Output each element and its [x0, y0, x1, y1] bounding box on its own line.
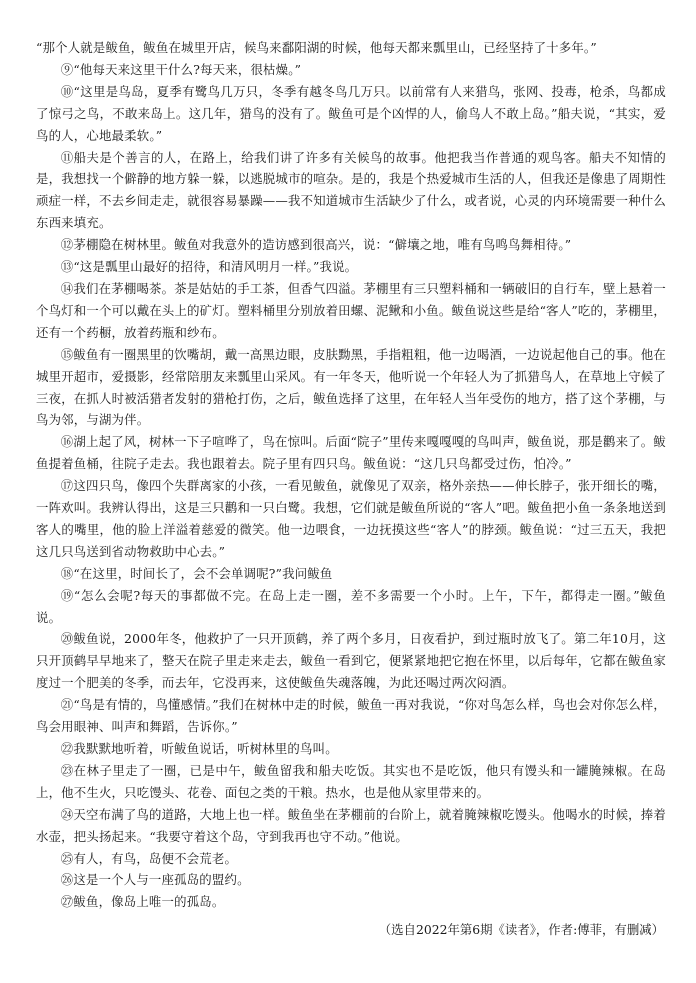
paragraph-22: ㉒我默默地听着，听鲅鱼说话，听树林里的鸟叫。	[60, 741, 338, 756]
paragraph-8-tail: “那个人就是鲅鱼，鲅鱼在城里开店，候鸟来鄱阳湖的时候，他每天都来瓢里山，已经坚持了十多年。”	[36, 40, 597, 55]
paragraph-18: ⑱“在这里，时间长了，会不会单调呢?”我问鲅鱼	[60, 565, 333, 581]
paragraph-17: ⑰这四只鸟，像四个失群离家的小孩，一看见鲅鱼，就像见了双亲，格外亲热——伸长脖子，张开细长的嘴，一阵欢叫。我辨认得出，这是三只鹳和一只白鹭。我想，它们就是鲅鱼所说的“客人”吧。鲅鱼把小鱼一条条地送到客人的嘴里，他的脸上洋溢着慈爱的微笑。他一边喂食，一边抚摸这些“客人”的脖颈。鲅鱼说：“过三五天，我把这几只鸟送到省动物救助中心去。”	[36, 478, 667, 559]
paragraph-23: ㉓在林子里走了一圈，已是中午，鲅鱼留我和船夫吃饭。其实也不是吃饭，他只有馒头和一罐腌辣椒。在岛上，他不生火，只吃馒头、花卷、面包之类的干粮。热水，也是他从家里带来的。	[36, 762, 666, 800]
paragraph-26: ㉖这是一个人与一座孤岛的盟约。	[60, 872, 250, 888]
paragraph-11: ⑪船夫是个善言的人，在路上，给我们讲了许多有关候鸟的故事。他把我当作普通的观鸟客。船夫不知情的是，我想找一个僻静的地方躲一躲，以逃脱城市的喧杂。是的，我是个热爱城市生活的人，但我还是像患了周期性顽症一样，不去乡间走走，就很容易暴躁——我不知道城市生活缺少了什么，或者说，心灵的内环境需要一种什么东西来填充。	[36, 149, 666, 231]
paragraph-19: ⑲“怎么会呢?每天的事都做不完。在岛上走一圈，差不多需要一个小时。上午，下午，都得走一圈。”鲅鱼说。	[36, 587, 666, 625]
paragraph-20: ⑳鲅鱼说，2000年冬，他救护了一只开顶鹤，养了两个多月，日夜看护，到过瓶时放飞了。第二年10月，这只开顶鹤早早地来了，整天在院子里走来走去，鲅鱼一看到它，便紧紧地把它抱在怀里，以后每年，它都在鲅鱼家度过一个肥美的冬季，而去年，它没再来，这使鲅鱼失魂落魄，为此还喝过两次闷酒。	[36, 631, 666, 691]
source-citation: （选自2022年第6期《读者》，作者:傅菲，有删减）	[378, 922, 664, 938]
paragraph-27: ㉗鲅鱼，像岛上唯一的孤岛。	[60, 894, 225, 910]
paragraph-10: ⑩“这里是鸟岛，夏季有鹭鸟几万只，冬季有越冬鸟几万只。以前常有人来猎鸟，张网、投毒，枪杀，鸟都成了惊弓之鸟，不敢来岛上。这几年，猎鸟的没有了。鲅鱼可是个凶悍的人，偷鸟人不敢上岛。”船夫说，“其实，爱鸟的人，心地最柔软。”	[36, 83, 666, 143]
paragraph-9: ⑨“他每天来这里干什么?每天来，很枯燥。”	[60, 61, 302, 77]
paragraph-15: ⑮鲅鱼有一圈黑里的饮嘴胡，戴一高黑边眼，皮肤黝黑，手指粗粗，他一边喝酒，一边说起他自己的事。他在城里开超市，爱摄影，经常陪朋友来瓢里山采风。有一年冬天，他听说一个年轻人为了抓猎鸟人，在草地上守候了三夜，在抓人时被活猎者发射的猎枪打伤，之后，鲅鱼选择了这里，在年轻人当年受伤的地方，搭了这个茅棚，与鸟为邻，与湖为伴。	[36, 346, 666, 428]
paragraph-24: ㉔天空布满了鸟的道路，大地上也一样。鲅鱼坐在茅棚前的台阶上，就着腌辣椒吃馒头。他喝水的时候，捧着水壶，把头扬起来。“我要守着这个岛，守到我再也守不动。”他说。	[36, 806, 666, 844]
paragraph-13: ⑬“这是瓢里山最好的招待，和清风明月一样。”我说。	[60, 259, 358, 275]
paragraph-16: ⑯湖上起了风，树林一下子喧哗了，鸟在惊叫。后面“院子”里传来嘎嘎嘎的鸟叫声，鲅鱼说，那是鹳来了。鲅鱼提着鱼桶，往院子走去。我也跟着去。院子里有四只鸟。鲅鱼说：“这几只鸟都受过伤，怕冷。”	[36, 434, 666, 472]
paragraph-14: ⑭我们在茅棚喝茶。茶是姑姑的手工茶，但香气四溢。茅棚里有三只塑料桶和一辆破旧的自行车，壁上悬着一个鸟灯和一个可以戴在头上的矿灯。塑料桶里分别放着田螺、泥鳅和小鱼。鲅鱼说这些是给“客人”吃的，茅棚里，还有一个药橱，放着药瓶和纱布。	[36, 280, 667, 340]
paragraph-21: ㉑“鸟是有情的，鸟懂感情。”我们在树林中走的时候，鲅鱼一再对我说，“你对鸟怎么样，鸟也会对你怎么样，鸟会用眼神、叫声和舞蹈，告诉你。”	[36, 697, 666, 735]
paragraph-25: ㉕有人，有鸟，岛便不会荒老。	[60, 850, 238, 866]
paragraph-12: ⑫茅棚隐在树林里。鲅鱼对我意外的造访感到很高兴，说：“僻壤之地，唯有鸟鸣鸟舞相待。”	[60, 237, 572, 253]
